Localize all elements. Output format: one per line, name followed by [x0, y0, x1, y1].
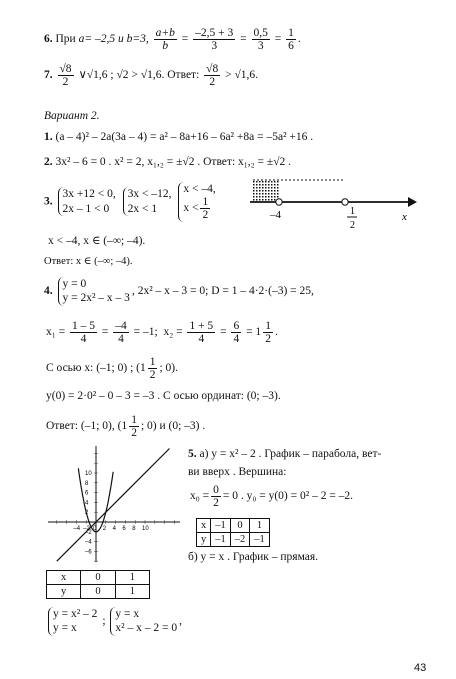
x-tick-label: 4	[112, 526, 116, 532]
text: , 2x² – x – 3 = 0; D = 1 – 4·2·(–3) = 25,	[131, 285, 314, 298]
y-tick-label: –2	[85, 529, 92, 536]
table-cell: 0	[81, 585, 115, 599]
table-cell: y	[197, 533, 211, 547]
table-cell: 0	[81, 571, 115, 585]
problem-number: 6.	[44, 33, 53, 46]
text: (a – 4)² – 2a(3a – 4) = a² – 8a+16 – 6a² +8a = –5a² +16 .	[55, 131, 314, 143]
line-y-equals-x	[57, 449, 170, 562]
y-intercept: y(0) = 2·0² – 0 – 3 = –3 . С осью ординат: (0; –3).	[46, 390, 281, 402]
problem-number: 7.	[44, 69, 53, 82]
v2-problem-4	[44, 277, 314, 306]
axis-intersections: С осью x: (–1; 0) ; (1 $\frac{1}{2}$ ; 0).	[46, 356, 179, 382]
roots-line: x₁ = $\frac{1 - 5}{4}$ = $\frac{-4}{4}$ = –1; x₂ = $\frac{1 + 5}{4}$ = $\frac{6}{4}$ = 1 $\frac{1}{2}$ .	[46, 320, 278, 346]
system-brace: 3x +12 < 0, 2x – 1 < 0	[58, 187, 116, 216]
table-cell: x	[197, 519, 211, 533]
text: b=3,	[126, 33, 149, 46]
text: a= –2,5 и	[78, 33, 124, 46]
x-tick-label: –2	[83, 526, 90, 532]
system-brace: y = 0 y = 2x² – x – 3	[58, 277, 130, 306]
y-tick-label: 4	[85, 500, 89, 507]
open-point	[276, 199, 282, 205]
hatched-region	[253, 180, 279, 202]
problem-7: 7. $\frac{√8}{2}$ ∨√1,6 ; √2 > √1,6. Ответ: $\frac{√8}{2}$ > √1,6.	[44, 63, 259, 89]
table-cell: 1	[250, 519, 270, 533]
table-cell: x	[47, 571, 81, 585]
vertex-line: x₀ = $\frac{0}{2}$ = 0 . y₀ = y(0) = 0² – 2 = –2.	[190, 484, 354, 510]
number-line	[250, 178, 420, 238]
problem-number: 3.	[44, 195, 53, 208]
system-brace: 3x < –12, 2x < 1	[123, 187, 172, 216]
fraction: $\frac{1}{6}$	[288, 27, 294, 53]
axis-label: x	[402, 211, 407, 223]
y-tick-label: –6	[85, 549, 92, 556]
fraction: $\frac{√8}{2}$	[206, 63, 219, 89]
fraction: $\frac{√8}{2}$	[59, 63, 72, 89]
y-tick-label: 2	[85, 510, 89, 517]
systems-line: y = x² – 2 y = x ; y = x x² – x – 2 = 0 ,	[46, 607, 182, 636]
fraction: $\frac{a+b}{b}$	[155, 27, 175, 53]
x-tick-label: 0	[93, 526, 97, 532]
text: ви вверх . Вершина:	[188, 466, 287, 478]
problem-number: 2.	[44, 156, 53, 168]
text: Ответ: x ∈ (–∞; –4).	[44, 256, 133, 267]
problem-number: 5.	[188, 448, 197, 460]
problem-6: 6. При a= –2,5 и b=3, $\frac{a+b}{b}$ = $\frac{-2,5 + 3}{3}$ = $\frac{0,5}{3}$ = $\frac{1}{6}$ .	[44, 27, 301, 53]
value-table-parabola	[196, 518, 270, 547]
tick-label: 1	[350, 206, 355, 217]
x-tick-label: 2	[102, 526, 107, 532]
text: 3x² – 6 = 0 . x² = 2, x₁,₂ = ±√2 . Ответ: x₁,₂ = ±√2 .	[55, 156, 292, 168]
variant-heading: Вариант 2.	[44, 110, 100, 122]
v2-problem-3	[44, 182, 218, 222]
arrow-icon	[408, 197, 417, 207]
table-cell: –1	[211, 533, 231, 547]
table-cell: –1	[250, 533, 270, 547]
v4-answer: Ответ: (–1; 0), (1 $\frac{1}{2}$ ; 0) и (0; –3) .	[46, 414, 206, 440]
table-cell: 1	[115, 585, 149, 599]
v2-problem-2	[44, 156, 291, 169]
x-tick-label: 6	[122, 526, 126, 532]
page-number: 43	[414, 662, 427, 674]
y-tick-label: 8	[85, 480, 89, 487]
value-table-line	[46, 570, 150, 599]
problem-number: 1.	[44, 131, 53, 143]
fraction: $\frac{-2,5 + 3}{3}$	[195, 27, 234, 53]
x-tick-label: –4	[73, 526, 81, 532]
tick-label: 2	[350, 220, 355, 231]
v2-problem-1	[44, 131, 313, 144]
graph	[44, 442, 184, 564]
text: б) y = x . График – прямая.	[188, 551, 319, 563]
problem-number: 4.	[44, 285, 53, 298]
table-cell: y	[47, 585, 81, 599]
text: а) y = x² – 2 . График – парабола, вет-	[199, 448, 382, 460]
text: x < –4, x ∈ (–∞; –4).	[48, 235, 146, 247]
tick-label: –4	[270, 209, 281, 221]
table-cell: –2	[230, 533, 250, 547]
table-cell: 1	[115, 571, 149, 585]
table-cell: –1	[211, 519, 231, 533]
text: При	[55, 33, 76, 46]
x-tick-label: 8	[132, 526, 136, 532]
fraction: $\frac{0,5}{3}$	[253, 27, 268, 53]
y-tick-label: 10	[85, 471, 92, 477]
table-cell: 0	[230, 519, 250, 533]
x-tick-label: 10	[142, 526, 149, 532]
system-brace: x < –4, x < $\frac{1}{2}$	[178, 182, 215, 222]
y-tick-label: 6	[85, 490, 89, 497]
y-tick-label: –4	[85, 539, 92, 546]
v2-problem-5	[188, 448, 381, 461]
open-point	[342, 199, 348, 205]
